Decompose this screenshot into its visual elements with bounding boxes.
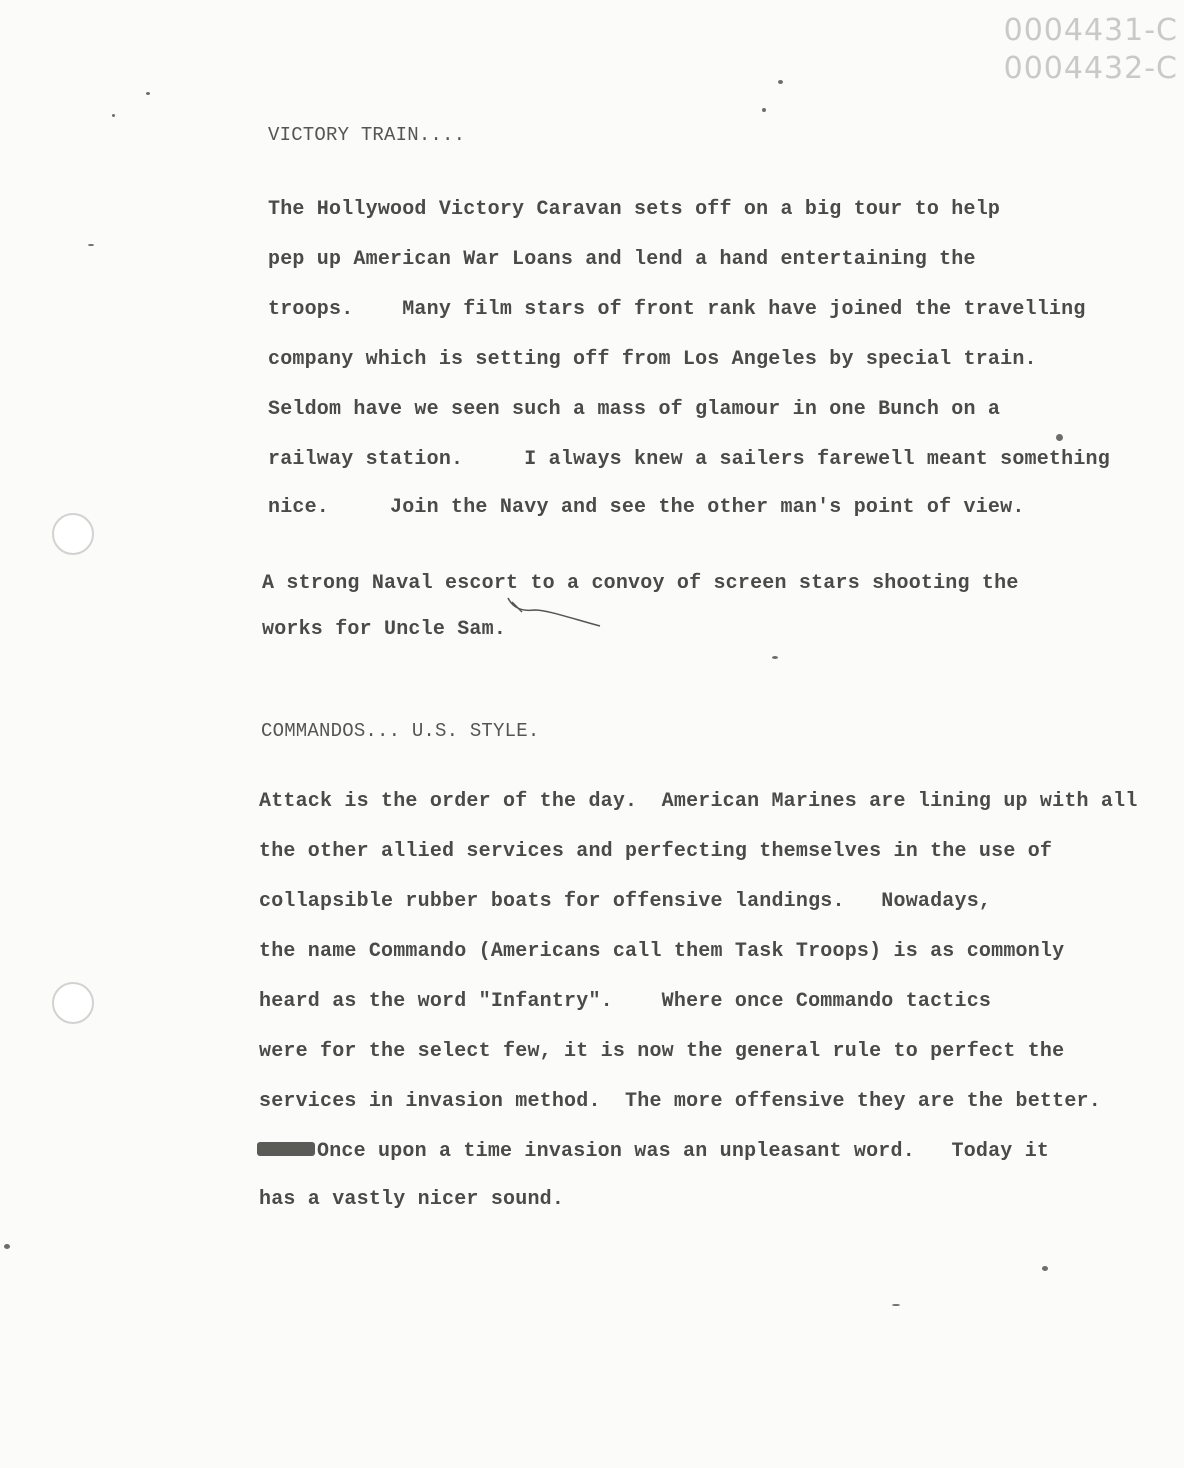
paragraph <box>259 790 1169 1230</box>
text-line: the other allied services and perfecting themselves in the use of <box>259 840 1053 863</box>
text-line: troops. Many film stars of front rank have joined the travelling <box>268 298 1086 321</box>
text-line: collapsible rubber boats for offensive landings. Nowadays, <box>259 890 992 913</box>
punch-hole <box>52 513 94 555</box>
text-line: services in invasion method. The more offensive they are the better. <box>259 1090 1101 1113</box>
text-line: pep up American War Loans and lend a hand entertaining the <box>268 248 976 271</box>
paper-speck <box>88 244 94 246</box>
text-line: the name Commando (Americans call them Task Troops) is as commonly <box>259 940 1065 963</box>
text-line: works for Uncle Sam. <box>262 618 507 641</box>
paper-speck <box>762 108 766 112</box>
text-line: Seldom have we seen such a mass of glamour in one Bunch on a <box>268 398 1001 421</box>
paragraph <box>262 572 1142 652</box>
paper-speck <box>146 92 150 95</box>
paragraph <box>268 198 1148 538</box>
paper-speck <box>112 114 115 117</box>
reference-numbers <box>1004 12 1178 88</box>
text-line: railway station. I always knew a sailers farewell meant something <box>268 448 1110 471</box>
text-line: has a vastly nicer sound. <box>259 1188 565 1211</box>
reference-number: 0004432-C <box>1003 51 1178 86</box>
paper-speck <box>892 1304 900 1306</box>
paper-speck <box>778 80 783 84</box>
section-heading: VICTORY TRAIN.... <box>268 124 466 146</box>
struck-out-text <box>257 1142 315 1156</box>
paper-speck <box>1042 1266 1048 1271</box>
text-line: Attack is the order of the day. American Marines are lining up with all <box>259 790 1138 813</box>
text-line: were for the select few, it is now the general rule to perfect the <box>259 1040 1065 1063</box>
paper-speck <box>772 656 778 659</box>
paper-speck <box>1056 434 1063 441</box>
text-line: company which is setting off from Los Angeles by special train. <box>268 348 1037 371</box>
text-line: heard as the word "Infantry". Where once Commando tactics <box>259 990 992 1013</box>
text-line: A strong Naval escort to a convoy of screen stars shooting the <box>262 572 1019 595</box>
text-line: The Hollywood Victory Caravan sets off on a big tour to help <box>268 198 1001 221</box>
pen-correction-mark <box>450 580 610 630</box>
paper-speck <box>4 1244 10 1249</box>
text-line: nice. Join the Navy and see the other man's point of view. <box>268 496 1025 519</box>
reference-number: 0004431-C <box>1003 13 1178 48</box>
text-line: Once upon a time invasion was an unpleasant word. Today it <box>317 1140 1050 1163</box>
section-heading: COMMANDOS... U.S. STYLE. <box>261 720 540 742</box>
punch-hole <box>52 982 94 1024</box>
